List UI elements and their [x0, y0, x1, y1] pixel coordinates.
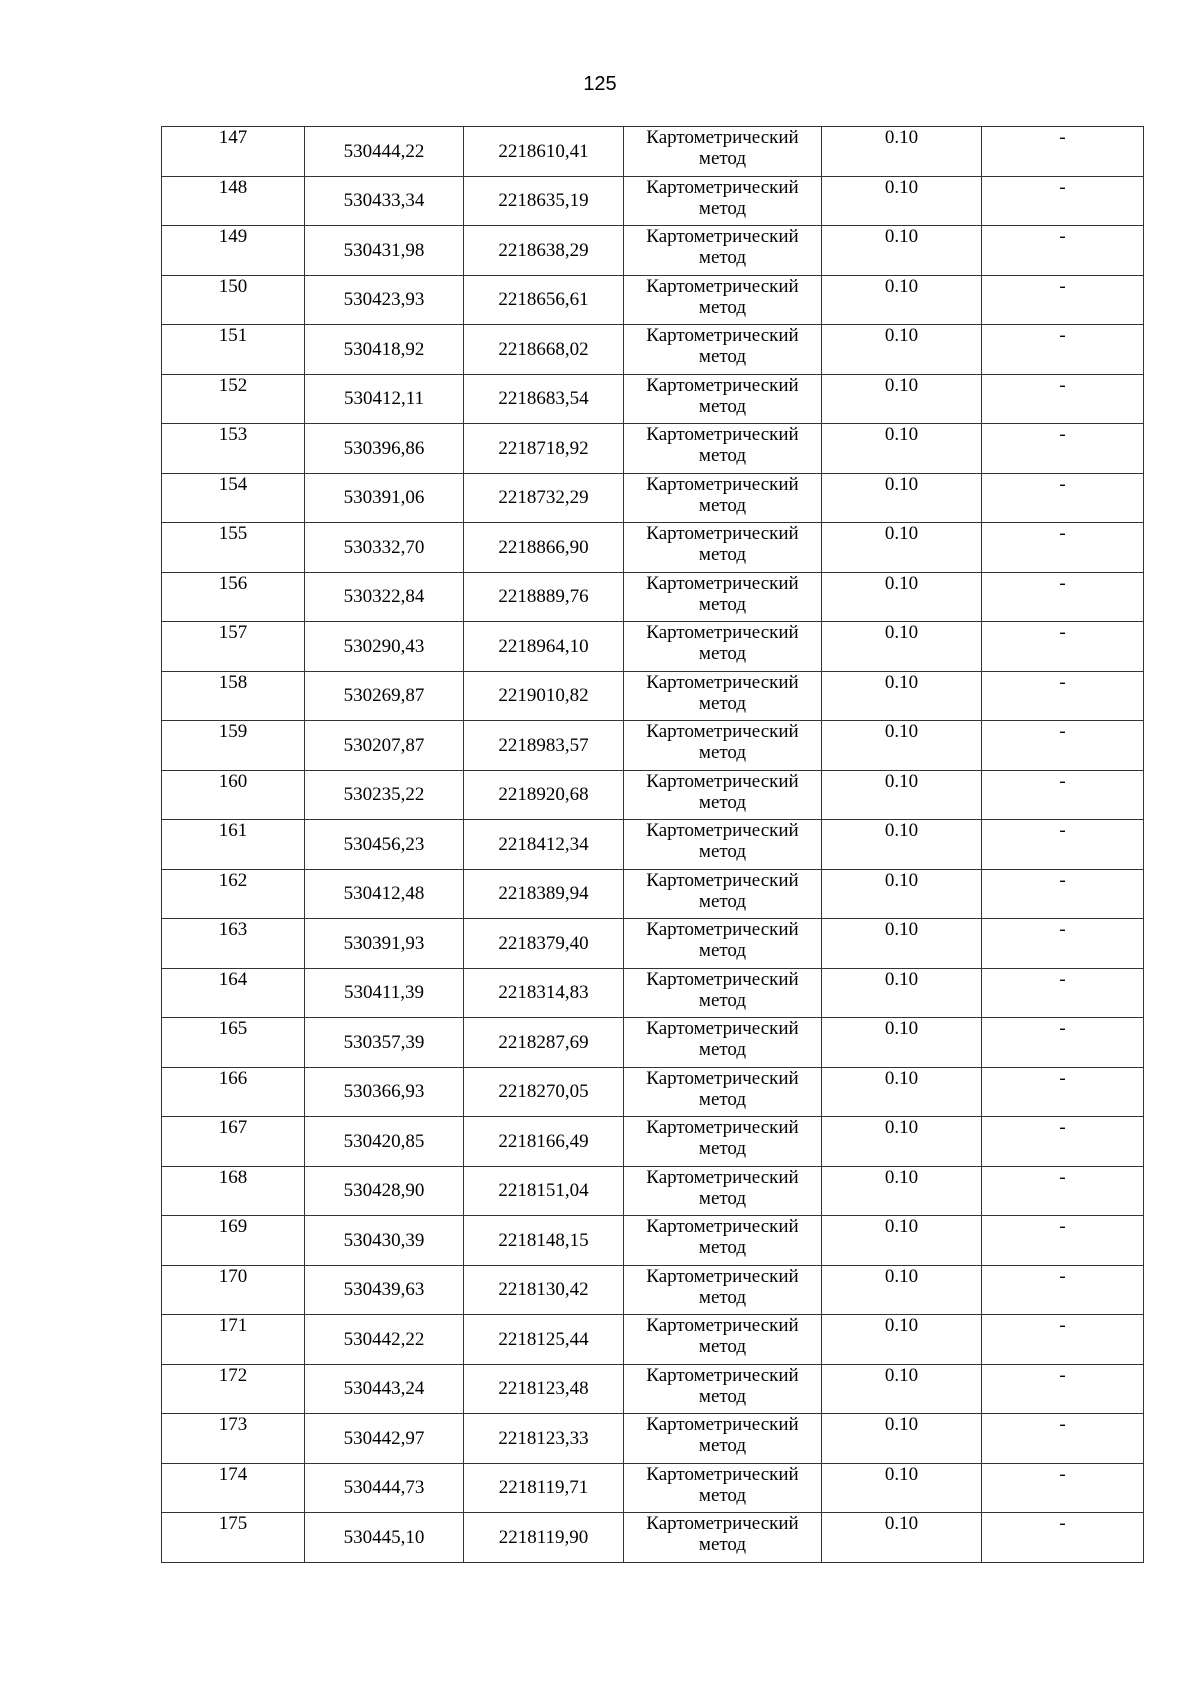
method-cell: Картометрический метод — [624, 1018, 822, 1068]
method-cell: Картометрический метод — [624, 1067, 822, 1117]
accuracy-cell: 0.10 — [822, 275, 982, 325]
point-number-cell: 162 — [162, 869, 305, 919]
method-cell: Картометрический метод — [624, 1216, 822, 1266]
note-cell: - — [982, 1463, 1144, 1513]
table-row — [162, 671, 1144, 721]
method-cell: Картометрический метод — [624, 523, 822, 573]
accuracy-cell: 0.10 — [822, 1463, 982, 1513]
note-cell: - — [982, 127, 1144, 177]
x-coordinate-cell: 530443,24 — [305, 1364, 464, 1414]
note-cell: - — [982, 1414, 1144, 1464]
accuracy-cell: 0.10 — [822, 1265, 982, 1315]
x-coordinate-cell: 530442,22 — [305, 1315, 464, 1365]
point-number-cell: 175 — [162, 1513, 305, 1563]
x-coordinate-cell: 530332,70 — [305, 523, 464, 573]
x-coordinate-cell: 530322,84 — [305, 572, 464, 622]
point-number-cell: 166 — [162, 1067, 305, 1117]
y-coordinate-cell: 2218866,90 — [464, 523, 624, 573]
y-coordinate-cell: 2218270,05 — [464, 1067, 624, 1117]
point-number-cell: 170 — [162, 1265, 305, 1315]
table-row — [162, 1315, 1144, 1365]
note-cell: - — [982, 275, 1144, 325]
method-cell: Картометрический метод — [624, 374, 822, 424]
point-number-cell: 151 — [162, 325, 305, 375]
method-cell: Картометрический метод — [624, 1265, 822, 1315]
table-row — [162, 968, 1144, 1018]
point-number-cell: 168 — [162, 1166, 305, 1216]
x-coordinate-cell: 530444,22 — [305, 127, 464, 177]
method-cell: Картометрический метод — [624, 1463, 822, 1513]
method-cell: Картометрический метод — [624, 968, 822, 1018]
x-coordinate-cell: 530411,39 — [305, 968, 464, 1018]
accuracy-cell: 0.10 — [822, 1513, 982, 1563]
method-cell: Картометрический метод — [624, 820, 822, 870]
table-row — [162, 1364, 1144, 1414]
point-number-cell: 161 — [162, 820, 305, 870]
y-coordinate-cell: 2218166,49 — [464, 1117, 624, 1167]
point-number-cell: 160 — [162, 770, 305, 820]
x-coordinate-cell: 530418,92 — [305, 325, 464, 375]
table-row — [162, 869, 1144, 919]
accuracy-cell: 0.10 — [822, 473, 982, 523]
method-cell: Картометрический метод — [624, 721, 822, 771]
point-number-cell: 147 — [162, 127, 305, 177]
y-coordinate-cell: 2218119,71 — [464, 1463, 624, 1513]
method-cell: Картометрический метод — [624, 473, 822, 523]
point-number-cell: 158 — [162, 671, 305, 721]
x-coordinate-cell: 530423,93 — [305, 275, 464, 325]
method-cell: Картометрический метод — [624, 176, 822, 226]
y-coordinate-cell: 2218379,40 — [464, 919, 624, 969]
point-number-cell: 164 — [162, 968, 305, 1018]
x-coordinate-cell: 530433,34 — [305, 176, 464, 226]
note-cell: - — [982, 1265, 1144, 1315]
table-row — [162, 1216, 1144, 1266]
note-cell: - — [982, 820, 1144, 870]
point-number-cell: 154 — [162, 473, 305, 523]
accuracy-cell: 0.10 — [822, 1067, 982, 1117]
method-cell: Картометрический метод — [624, 1364, 822, 1414]
y-coordinate-cell: 2218683,54 — [464, 374, 624, 424]
point-number-cell: 156 — [162, 572, 305, 622]
note-cell: - — [982, 869, 1144, 919]
note-cell: - — [982, 176, 1144, 226]
table-row — [162, 721, 1144, 771]
point-number-cell: 165 — [162, 1018, 305, 1068]
accuracy-cell: 0.10 — [822, 572, 982, 622]
note-cell: - — [982, 622, 1144, 672]
x-coordinate-cell: 530412,11 — [305, 374, 464, 424]
point-number-cell: 157 — [162, 622, 305, 672]
method-cell: Картометрический метод — [624, 1513, 822, 1563]
method-cell: Картометрический метод — [624, 770, 822, 820]
y-coordinate-cell: 2218314,83 — [464, 968, 624, 1018]
x-coordinate-cell: 530269,87 — [305, 671, 464, 721]
point-number-cell: 173 — [162, 1414, 305, 1464]
method-cell: Картометрический метод — [624, 622, 822, 672]
method-cell: Картометрический метод — [624, 275, 822, 325]
note-cell: - — [982, 1216, 1144, 1266]
y-coordinate-cell: 2218964,10 — [464, 622, 624, 672]
y-coordinate-cell: 2218889,76 — [464, 572, 624, 622]
note-cell: - — [982, 572, 1144, 622]
method-cell: Картометрический метод — [624, 572, 822, 622]
accuracy-cell: 0.10 — [822, 622, 982, 672]
y-coordinate-cell: 2218130,42 — [464, 1265, 624, 1315]
note-cell: - — [982, 424, 1144, 474]
method-cell: Картометрический метод — [624, 869, 822, 919]
y-coordinate-cell: 2218412,34 — [464, 820, 624, 870]
x-coordinate-cell: 530391,06 — [305, 473, 464, 523]
accuracy-cell: 0.10 — [822, 325, 982, 375]
x-coordinate-cell: 530456,23 — [305, 820, 464, 870]
note-cell: - — [982, 968, 1144, 1018]
accuracy-cell: 0.10 — [822, 374, 982, 424]
method-cell: Картометрический метод — [624, 919, 822, 969]
note-cell: - — [982, 919, 1144, 969]
accuracy-cell: 0.10 — [822, 424, 982, 474]
note-cell: - — [982, 325, 1144, 375]
table-row — [162, 919, 1144, 969]
note-cell: - — [982, 1018, 1144, 1068]
table-row — [162, 1414, 1144, 1464]
point-number-cell: 149 — [162, 226, 305, 276]
point-number-cell: 159 — [162, 721, 305, 771]
method-cell: Картометрический метод — [624, 325, 822, 375]
table-row — [162, 1265, 1144, 1315]
y-coordinate-cell: 2218983,57 — [464, 721, 624, 771]
method-cell: Картометрический метод — [624, 424, 822, 474]
y-coordinate-cell: 2218287,69 — [464, 1018, 624, 1068]
accuracy-cell: 0.10 — [822, 1166, 982, 1216]
accuracy-cell: 0.10 — [822, 1018, 982, 1068]
note-cell: - — [982, 523, 1144, 573]
y-coordinate-cell: 2218638,29 — [464, 226, 624, 276]
x-coordinate-cell: 530207,87 — [305, 721, 464, 771]
note-cell: - — [982, 770, 1144, 820]
point-number-cell: 148 — [162, 176, 305, 226]
y-coordinate-cell: 2218125,44 — [464, 1315, 624, 1365]
point-number-cell: 172 — [162, 1364, 305, 1414]
x-coordinate-cell: 530442,97 — [305, 1414, 464, 1464]
y-coordinate-cell: 2218718,92 — [464, 424, 624, 474]
x-coordinate-cell: 530357,39 — [305, 1018, 464, 1068]
method-cell: Картометрический метод — [624, 671, 822, 721]
x-coordinate-cell: 530428,90 — [305, 1166, 464, 1216]
point-number-cell: 174 — [162, 1463, 305, 1513]
table-row — [162, 1018, 1144, 1068]
accuracy-cell: 0.10 — [822, 1216, 982, 1266]
accuracy-cell: 0.10 — [822, 226, 982, 276]
table-row — [162, 1067, 1144, 1117]
table-row — [162, 374, 1144, 424]
accuracy-cell: 0.10 — [822, 820, 982, 870]
y-coordinate-cell: 2218123,33 — [464, 1414, 624, 1464]
accuracy-cell: 0.10 — [822, 968, 982, 1018]
accuracy-cell: 0.10 — [822, 671, 982, 721]
x-coordinate-cell: 530235,22 — [305, 770, 464, 820]
method-cell: Картометрический метод — [624, 1315, 822, 1365]
note-cell: - — [982, 721, 1144, 771]
accuracy-cell: 0.10 — [822, 919, 982, 969]
table-row — [162, 275, 1144, 325]
method-cell: Картометрический метод — [624, 1166, 822, 1216]
x-coordinate-cell: 530290,43 — [305, 622, 464, 672]
note-cell: - — [982, 473, 1144, 523]
accuracy-cell: 0.10 — [822, 127, 982, 177]
y-coordinate-cell: 2218635,19 — [464, 176, 624, 226]
y-coordinate-cell: 2218656,61 — [464, 275, 624, 325]
x-coordinate-cell: 530430,39 — [305, 1216, 464, 1266]
table-row — [162, 424, 1144, 474]
accuracy-cell: 0.10 — [822, 1117, 982, 1167]
table-row — [162, 1513, 1144, 1563]
y-coordinate-cell: 2218732,29 — [464, 473, 624, 523]
y-coordinate-cell: 2218151,04 — [464, 1166, 624, 1216]
y-coordinate-cell: 2218119,90 — [464, 1513, 624, 1563]
note-cell: - — [982, 1166, 1144, 1216]
accuracy-cell: 0.10 — [822, 770, 982, 820]
method-cell: Картометрический метод — [624, 1117, 822, 1167]
accuracy-cell: 0.10 — [822, 869, 982, 919]
note-cell: - — [982, 1117, 1144, 1167]
point-number-cell: 150 — [162, 275, 305, 325]
x-coordinate-cell: 530445,10 — [305, 1513, 464, 1563]
point-number-cell: 169 — [162, 1216, 305, 1266]
method-cell: Картометрический метод — [624, 127, 822, 177]
x-coordinate-cell: 530444,73 — [305, 1463, 464, 1513]
y-coordinate-cell: 2218389,94 — [464, 869, 624, 919]
point-number-cell: 153 — [162, 424, 305, 474]
method-cell: Картометрический метод — [624, 226, 822, 276]
table-row — [162, 622, 1144, 672]
y-coordinate-cell: 2218123,48 — [464, 1364, 624, 1414]
table-row — [162, 572, 1144, 622]
table-row — [162, 176, 1144, 226]
page-number: 125 — [583, 73, 617, 95]
x-coordinate-cell: 530420,85 — [305, 1117, 464, 1167]
method-cell: Картометрический метод — [624, 1414, 822, 1464]
point-number-cell: 163 — [162, 919, 305, 969]
note-cell: - — [982, 671, 1144, 721]
note-cell: - — [982, 1364, 1144, 1414]
y-coordinate-cell: 2218920,68 — [464, 770, 624, 820]
table-row — [162, 770, 1144, 820]
note-cell: - — [982, 1513, 1144, 1563]
coordinates-table — [161, 126, 1144, 1563]
note-cell: - — [982, 1315, 1144, 1365]
accuracy-cell: 0.10 — [822, 721, 982, 771]
table-row — [162, 523, 1144, 573]
x-coordinate-cell: 530396,86 — [305, 424, 464, 474]
point-number-cell: 155 — [162, 523, 305, 573]
note-cell: - — [982, 374, 1144, 424]
x-coordinate-cell: 530431,98 — [305, 226, 464, 276]
table-row — [162, 325, 1144, 375]
note-cell: - — [982, 226, 1144, 276]
accuracy-cell: 0.10 — [822, 1364, 982, 1414]
y-coordinate-cell: 2218668,02 — [464, 325, 624, 375]
note-cell: - — [982, 1067, 1144, 1117]
accuracy-cell: 0.10 — [822, 1315, 982, 1365]
x-coordinate-cell: 530439,63 — [305, 1265, 464, 1315]
point-number-cell: 167 — [162, 1117, 305, 1167]
table-row — [162, 1166, 1144, 1216]
accuracy-cell: 0.10 — [822, 176, 982, 226]
table-row — [162, 1463, 1144, 1513]
point-number-cell: 152 — [162, 374, 305, 424]
y-coordinate-cell: 2218148,15 — [464, 1216, 624, 1266]
x-coordinate-cell: 530366,93 — [305, 1067, 464, 1117]
accuracy-cell: 0.10 — [822, 1414, 982, 1464]
table-row — [162, 473, 1144, 523]
y-coordinate-cell: 2218610,41 — [464, 127, 624, 177]
table-body — [162, 127, 1144, 1563]
table-row — [162, 820, 1144, 870]
x-coordinate-cell: 530391,93 — [305, 919, 464, 969]
table-row — [162, 127, 1144, 177]
table-row — [162, 226, 1144, 276]
accuracy-cell: 0.10 — [822, 523, 982, 573]
x-coordinate-cell: 530412,48 — [305, 869, 464, 919]
table-row — [162, 1117, 1144, 1167]
point-number-cell: 171 — [162, 1315, 305, 1365]
y-coordinate-cell: 2219010,82 — [464, 671, 624, 721]
